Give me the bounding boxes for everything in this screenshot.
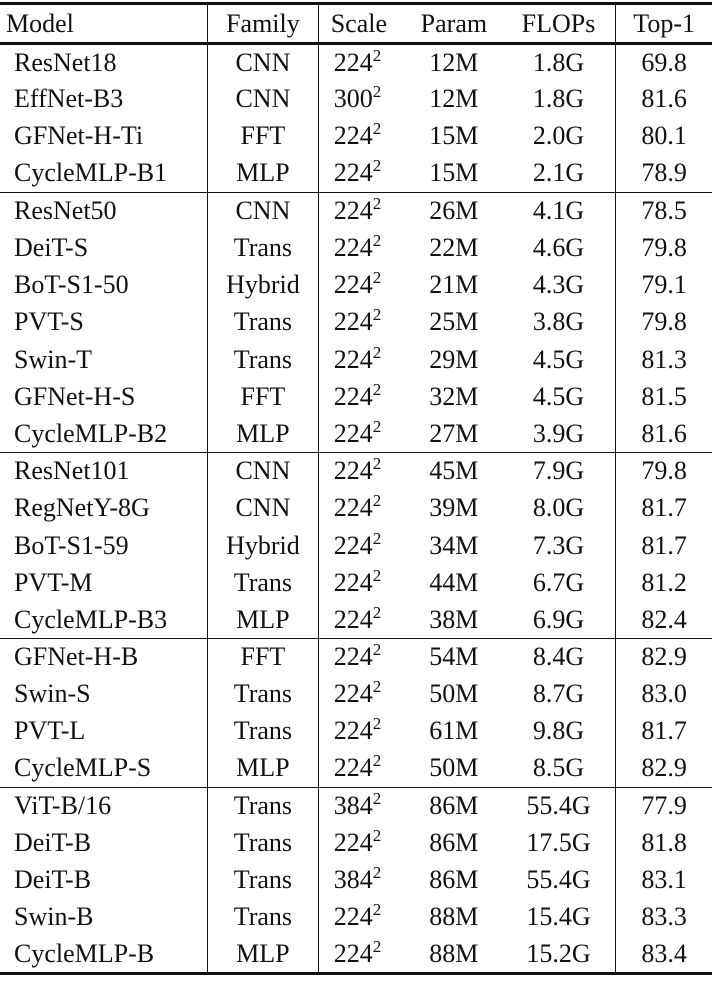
- cell-family: FFT: [208, 378, 319, 415]
- cell-top1: 82.9: [616, 639, 712, 676]
- cell-model: PVT-S: [14, 307, 84, 337]
- cell-top1: 83.1: [616, 862, 712, 899]
- scale-base: 224: [333, 121, 373, 151]
- cell-top1: 78.9: [616, 155, 712, 192]
- scale-exponent: 2: [372, 416, 382, 436]
- scale-base: 224: [333, 456, 373, 486]
- cell-param: 25M: [429, 307, 479, 337]
- cell-model: DeiT-B: [14, 865, 92, 895]
- cell-top1: 77.9: [616, 787, 712, 824]
- cell-family: MLP: [208, 415, 319, 452]
- scale-exponent: 2: [372, 491, 382, 511]
- cell-family: FFT: [208, 639, 319, 676]
- scale-exponent: 2: [372, 379, 382, 399]
- cell-model: PVT-M: [14, 567, 93, 597]
- cell-model: ResNet50: [14, 196, 117, 226]
- cell-top1: 69.8: [616, 44, 712, 81]
- header-flops: FLOPs: [502, 4, 616, 44]
- table-row: [0, 676, 712, 713]
- table-row: [0, 229, 712, 266]
- scale-base: 224: [333, 938, 373, 968]
- cell-scale: [318, 490, 406, 527]
- cell-scale: [318, 676, 406, 713]
- scale-exponent: 2: [372, 268, 382, 288]
- cell-top1: 83.3: [616, 899, 712, 936]
- cell-scale: [318, 750, 406, 787]
- scale-base: 224: [333, 344, 373, 374]
- table-row: [0, 899, 712, 936]
- table-row: [0, 862, 712, 899]
- cell-scale: [318, 899, 406, 936]
- cell-top1: 83.0: [616, 676, 712, 713]
- cell-flops: 4.5G: [532, 381, 585, 411]
- cell-param: 86M: [429, 865, 479, 895]
- table-row: [0, 639, 712, 676]
- cell-flops: 17.5G: [526, 828, 591, 858]
- scale-base: 224: [333, 753, 373, 783]
- scale-base: 224: [333, 679, 373, 709]
- cell-scale: [318, 229, 406, 266]
- cell-param: 22M: [429, 233, 479, 263]
- cell-family: Hybrid: [208, 527, 319, 564]
- cell-flops: 1.8G: [532, 84, 585, 114]
- cell-scale: [318, 713, 406, 750]
- cell-scale: [318, 936, 406, 973]
- table-row: [0, 750, 712, 787]
- cell-top1: 79.8: [616, 304, 712, 341]
- cell-model: GFNet-H-Ti: [14, 121, 144, 151]
- scale-base: 384: [333, 791, 373, 821]
- cell-scale: [318, 564, 406, 601]
- cell-model: DeiT-S: [14, 233, 89, 263]
- cell-model: ResNet18: [14, 47, 117, 77]
- scale-base: 224: [333, 567, 373, 597]
- scale-exponent: 2: [372, 751, 382, 771]
- cell-top1: 81.6: [616, 81, 712, 118]
- cell-family: CNN: [208, 44, 319, 81]
- cell-model: RegNetY-8G: [14, 493, 150, 523]
- cell-top1: 81.7: [616, 490, 712, 527]
- cell-scale: [318, 155, 406, 192]
- cell-param: 88M: [429, 938, 479, 968]
- table-row: [0, 601, 712, 638]
- cell-family: Trans: [208, 899, 319, 936]
- cell-family: Trans: [208, 787, 319, 824]
- table-row: [0, 118, 712, 155]
- cell-param: 21M: [429, 270, 479, 300]
- cell-model: GFNet-H-B: [14, 642, 139, 672]
- header-top1: Top-1: [616, 4, 712, 44]
- cell-top1: 81.3: [616, 341, 712, 378]
- scale-base: 224: [333, 158, 373, 188]
- cell-family: Trans: [208, 304, 319, 341]
- scale-base: 224: [333, 418, 373, 448]
- scale-base: 224: [333, 47, 373, 77]
- cell-scale: [318, 862, 406, 899]
- scale-base: 224: [333, 270, 373, 300]
- cell-family: MLP: [208, 750, 319, 787]
- scale-exponent: 2: [372, 454, 382, 474]
- scale-base: 224: [333, 381, 373, 411]
- cell-scale: [318, 44, 406, 81]
- cell-model: PVT-L: [14, 716, 86, 746]
- cell-model: Swin-T: [14, 344, 92, 374]
- cell-flops: 8.7G: [532, 679, 585, 709]
- scale-base: 224: [333, 196, 373, 226]
- cell-flops: 8.5G: [502, 750, 616, 787]
- scale-exponent: 2: [372, 305, 382, 325]
- cell-scale: [318, 192, 406, 229]
- scale-exponent: 2: [372, 789, 382, 809]
- scale-base: 224: [333, 902, 373, 932]
- table-row: [0, 267, 712, 304]
- scale-base: 224: [333, 604, 373, 634]
- cell-family: MLP: [208, 155, 319, 192]
- table-row: [0, 415, 712, 452]
- cell-flops: 15.2G: [526, 938, 591, 968]
- scale-base: 384: [333, 865, 373, 895]
- cell-flops: 8.0G: [532, 493, 585, 523]
- scale-exponent: 2: [372, 900, 382, 920]
- cell-scale: [318, 378, 406, 415]
- cell-top1: 79.1: [616, 267, 712, 304]
- table-row: [0, 564, 712, 601]
- cell-flops: 1.8G: [532, 47, 585, 77]
- table-row: [0, 304, 712, 341]
- cell-top1: 79.8: [616, 229, 712, 266]
- cell-top1: 79.8: [616, 453, 712, 490]
- scale-base: 300: [333, 84, 373, 114]
- cell-family: Trans: [208, 676, 319, 713]
- scale-exponent: 2: [372, 119, 382, 139]
- table-row: [0, 378, 712, 415]
- scale-exponent: 2: [372, 528, 382, 548]
- table-row: [0, 341, 712, 378]
- cell-param: 50M: [406, 750, 502, 787]
- cell-flops: 4.5G: [532, 344, 585, 374]
- cell-model: Swin-B: [14, 902, 94, 932]
- cell-model: DeiT-B: [14, 828, 92, 858]
- cell-param: 45M: [429, 456, 479, 486]
- cell-flops: 55.4G: [526, 791, 591, 821]
- cell-model: CycleMLP-B1: [0, 155, 208, 192]
- table-row: [0, 44, 712, 81]
- scale-exponent: 2: [372, 863, 382, 883]
- cell-flops: 15.4G: [526, 902, 591, 932]
- cell-param: 38M: [406, 601, 502, 638]
- cell-flops: 9.8G: [532, 716, 585, 746]
- cell-top1: 81.7: [616, 527, 712, 564]
- cell-param: 12M: [429, 47, 479, 77]
- cell-family: Trans: [208, 341, 319, 378]
- cell-family: Hybrid: [208, 267, 319, 304]
- scale-exponent: 2: [372, 45, 382, 65]
- cell-model: EffNet-B3: [14, 84, 124, 114]
- cell-flops: 3.8G: [532, 307, 585, 337]
- cell-param: 26M: [429, 196, 479, 226]
- header-param: Param: [406, 4, 502, 44]
- scale-exponent: 2: [372, 714, 382, 734]
- cell-model: CycleMLP-B3: [0, 601, 208, 638]
- cell-param: 54M: [429, 642, 479, 672]
- table-row: [0, 192, 712, 229]
- cell-scale: [318, 527, 406, 564]
- cell-top1: 83.4: [616, 936, 712, 973]
- scale-exponent: 2: [372, 194, 382, 214]
- scale-exponent: 2: [372, 156, 382, 176]
- cell-flops: 4.6G: [532, 233, 585, 263]
- scale-exponent: 2: [372, 231, 382, 251]
- cell-scale: [318, 639, 406, 676]
- cell-model: ResNet101: [14, 456, 130, 486]
- cell-scale: [318, 341, 406, 378]
- scale-base: 224: [333, 493, 373, 523]
- cell-model: GFNet-H-S: [14, 381, 136, 411]
- table-row: [0, 155, 712, 192]
- cell-family: MLP: [208, 601, 319, 638]
- cell-flops: 8.4G: [532, 642, 585, 672]
- cell-scale: [318, 415, 406, 452]
- scale-exponent: 2: [372, 342, 382, 362]
- scale-base: 224: [333, 530, 373, 560]
- scale-exponent: 2: [372, 82, 382, 102]
- header-family: Family: [208, 4, 319, 44]
- scale-exponent: 2: [372, 826, 382, 846]
- cell-param: 34M: [429, 530, 479, 560]
- cell-model: CycleMLP-S: [0, 750, 208, 787]
- cell-param: 29M: [429, 344, 479, 374]
- cell-family: FFT: [208, 118, 319, 155]
- table-row: [0, 713, 712, 750]
- cell-flops: 6.9G: [502, 601, 616, 638]
- scale-base: 224: [333, 233, 373, 263]
- cell-param: 15M: [429, 121, 479, 151]
- table-row: [0, 936, 712, 973]
- cell-top1: 81.7: [616, 713, 712, 750]
- scale-exponent: 2: [372, 565, 382, 585]
- cell-flops: 4.1G: [532, 196, 585, 226]
- cell-scale: [318, 118, 406, 155]
- cell-top1: 81.2: [616, 564, 712, 601]
- cell-scale: [318, 787, 406, 824]
- table-row: [0, 787, 712, 824]
- cell-flops: 7.3G: [532, 530, 585, 560]
- cell-scale: [318, 81, 406, 118]
- table-row: [0, 490, 712, 527]
- scale-base: 224: [333, 307, 373, 337]
- cell-top1: 81.8: [616, 824, 712, 861]
- cell-family: Trans: [208, 824, 319, 861]
- table-body: [0, 44, 712, 974]
- cell-model: BoT-S1-59: [14, 530, 129, 560]
- cell-param: 61M: [429, 716, 479, 746]
- cell-top1: 81.6: [616, 415, 712, 452]
- cell-scale: [318, 601, 406, 638]
- cell-param: 39M: [429, 493, 479, 523]
- cell-top1: 78.5: [616, 192, 712, 229]
- scale-exponent: 2: [372, 640, 382, 660]
- cell-model: CycleMLP-B2: [0, 415, 208, 452]
- cell-scale: [318, 267, 406, 304]
- cell-family: Trans: [208, 862, 319, 899]
- scale-exponent: 2: [372, 677, 382, 697]
- cell-param: 32M: [429, 381, 479, 411]
- cell-model: BoT-S1-50: [14, 270, 129, 300]
- cell-model: ViT-B/16: [14, 791, 112, 821]
- cell-param: 86M: [429, 828, 479, 858]
- cell-flops: 6.7G: [532, 567, 585, 597]
- cell-param: 15M: [406, 155, 502, 192]
- cell-param: 50M: [429, 679, 479, 709]
- header-scale: Scale: [318, 4, 406, 44]
- cell-family: CNN: [208, 453, 319, 490]
- scale-base: 224: [333, 642, 373, 672]
- cell-flops: 55.4G: [526, 865, 591, 895]
- cell-top1: 80.1: [616, 118, 712, 155]
- table-row: [0, 453, 712, 490]
- cell-model: Swin-S: [14, 679, 91, 709]
- scale-base: 224: [333, 828, 373, 858]
- cell-family: CNN: [208, 81, 319, 118]
- header-row: [0, 4, 712, 44]
- cell-flops: 2.0G: [532, 121, 585, 151]
- cell-param: 12M: [429, 84, 479, 114]
- comparison-table: [0, 2, 712, 975]
- cell-family: Trans: [208, 564, 319, 601]
- scale-exponent: 2: [372, 936, 382, 956]
- cell-model: CycleMLP-B: [14, 938, 155, 968]
- cell-family: Trans: [208, 229, 319, 266]
- scale-base: 224: [333, 716, 373, 746]
- cell-top1: 82.4: [616, 601, 712, 638]
- cell-family: MLP: [208, 936, 319, 973]
- cell-family: CNN: [208, 192, 319, 229]
- table-row: [0, 81, 712, 118]
- scale-exponent: 2: [372, 602, 382, 622]
- cell-param: 86M: [429, 791, 479, 821]
- cell-param: 88M: [429, 902, 479, 932]
- cell-family: Trans: [208, 713, 319, 750]
- cell-param: 27M: [406, 415, 502, 452]
- header-model: Model: [0, 4, 208, 44]
- cell-top1: 82.9: [616, 750, 712, 787]
- cell-flops: 4.3G: [532, 270, 585, 300]
- cell-flops: 2.1G: [502, 155, 616, 192]
- cell-scale: [318, 453, 406, 490]
- cell-param: 44M: [429, 567, 479, 597]
- table-row: [0, 527, 712, 564]
- cell-family: CNN: [208, 490, 319, 527]
- cell-scale: [318, 304, 406, 341]
- cell-top1: 81.5: [616, 378, 712, 415]
- table-row: [0, 824, 712, 861]
- cell-flops: 3.9G: [502, 415, 616, 452]
- cell-scale: [318, 824, 406, 861]
- cell-flops: 7.9G: [532, 456, 585, 486]
